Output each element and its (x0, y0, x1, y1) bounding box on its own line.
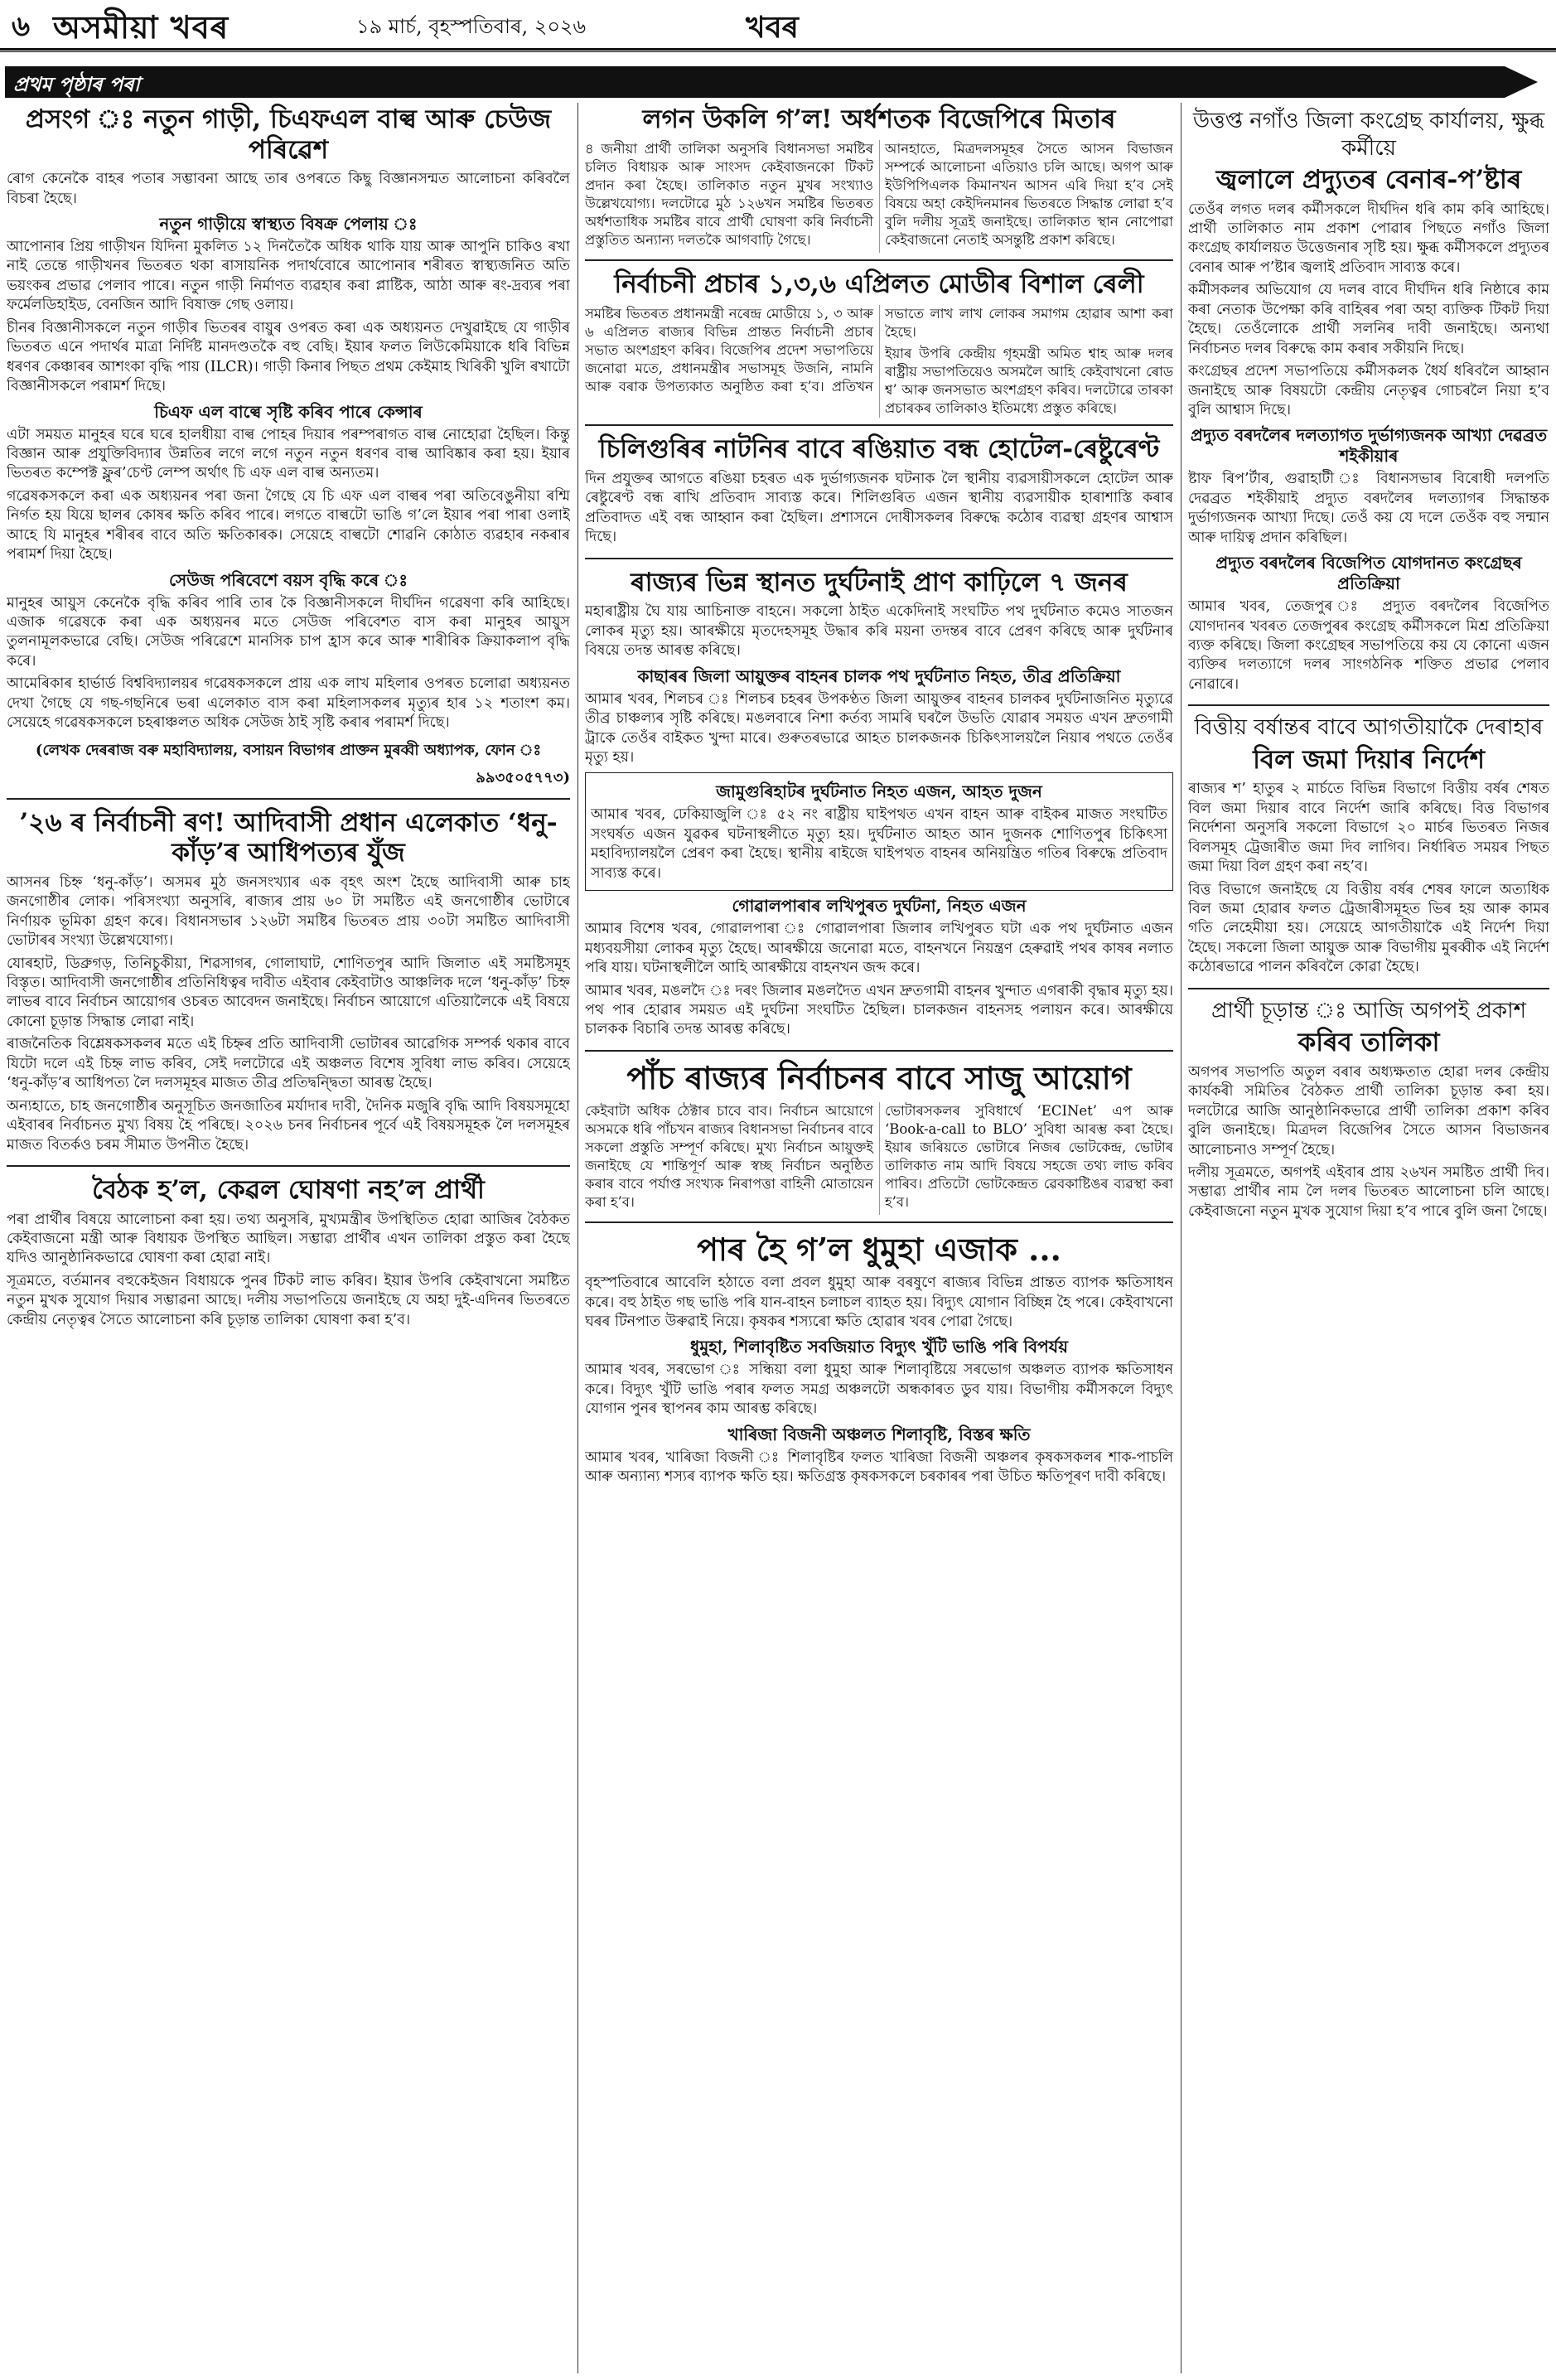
subheading: খাৰিজা বিজনী অঞ্চলত শিলাবৃষ্টি, বিস্তৰ ক্ষতি (727, 1424, 1031, 1444)
article-bill-deadline (1188, 714, 1549, 989)
paragraph: মানুহৰ আয়ুস কেনেকৈ বৃদ্ধি কৰিব পাৰি তাৰ কৈ বিজ্ঞানীসকলে দীৰ্ঘদিন গৱেষণা কৰি আহিছে। এজাক গৱেষকে কৰা এক অধ্যয়নৰ মতে সেউজ পৰিবেশত বাস কৰা মানুহৰ আয়ুস তুলনামূলকভাৱে বেছি। সেউজ পৰিৱেশে মানসিক চাপ হ্ৰাস কৰে আৰু শাৰীৰিক ক্ৰিয়াকলাপ বৃদ্ধি কৰে। (7, 594, 570, 670)
headline: পাৰ হৈ গ’ল ধুমুহা এজাক ... (697, 1231, 1061, 1269)
article-bjp-list (585, 104, 1173, 261)
paragraph: আমাৰ খবৰ, তেজপুৰ ঃ প্ৰদ্যুত বৰদলৈৰ বিজেপিত যোগদানৰ খবৰত তেজপুৰৰ কংগ্ৰেছ কৰ্মীসকলে মিশ্ৰ প্ৰতিক্ৰিয়া ব্যক্ত কৰিছে। জিলা কংগ্ৰেছৰ সভাপতিয়ে কয় যে কোনো এজন ব্যক্তিৰ দলত্যাগে দলৰ সাংগঠনিক শক্তিত প্ৰভাৱ পেলাব নোৱাৰে। (1188, 598, 1549, 693)
left-column (7, 103, 570, 2373)
subheading: সেউজ পৰিবেশে বয়স বৃদ্ধি কৰে ঃ (168, 569, 408, 590)
paragraph: আমাৰ খবৰ, ঢেকিয়াজুলি ঃ ৫২ নং ৰাষ্ট্ৰীয় ঘাইপথত এখন বাহন আৰু বাইকৰ মাজত সংঘটিত সংঘৰ্ষত এজন যুৱকৰ ঘটনাস্থলীতে মৃত্যু হয়। দুৰ্ঘটনাত আহত আন দুজনক শোণিতপুৰ চিকিৎসা মহাবিদ্যালয়লৈ প্ৰেৰণ কৰা হৈছে। স্থানীয় ৰাইজে ঘাইপথত বাহনৰ অনিয়ন্ত্ৰিত গতিৰ বিৰুদ্ধে প্ৰতিবাদ সাব্যস্ত কৰে। (591, 806, 1167, 882)
paragraph: আমাৰ বিশেষ খবৰ, গোৱালপাৰা ঃ গোৱালপাৰা জিলাৰ লখিপুৰত ঘটা এক পথ দুৰ্ঘটনাত এজন মধ্যবয়সীয়া লোকৰ মৃত্যু হৈছে। আৰক্ষীয়ে জনোৱা মতে, বাহনখনে নিয়ন্ত্ৰণ হেৰুৱাই পথৰ কাষৰ নলাত পৰি যায়। ঘটনাস্থলীলৈ আহি আৰক্ষীয়ে বাহনখন জব্দ কৰে। (585, 921, 1173, 977)
paragraph: পৰা প্ৰাৰ্থীৰ বিষয়ে আলোচনা কৰা হয়। তথ্য অনুসৰি, মুখ্যমন্ত্ৰীৰ উপস্থিতিত হোৱা আজিৰ বৈঠকত কেইবাজনো মন্ত্ৰী আৰু বিধায়ক উপস্থিত আছিল। সম্ভাৱ্য প্ৰাৰ্থীৰ এখন তালিকা প্ৰস্তুত কৰা হৈছে যদিও আনুষ্ঠানিকভাৱে ঘোষণা কৰা হোৱা নাই। (7, 1211, 570, 1267)
band-arrow-icon (1505, 66, 1538, 98)
two-column-body (585, 305, 1173, 418)
paragraph: চীনৰ বিজ্ঞানীসকলে নতুন গাড়ীৰ ভিতৰৰ বায়ুৰ ওপৰত কৰা এক অধ্যয়নত দেখুৱাইছে যে গাড়ীৰ ভিতৰত এনে পদাৰ্থৰ মাত্ৰা নিৰ্দিষ্ট মানদণ্ডতকৈ বহু বেছি। ইয়াৰ ফলত লিউকেমিয়াকে ধৰি বিভিন্ন ধৰণৰ কেঞ্চাৰৰ আশংকা বৃদ্ধি পায় (ILCR)। গাড়ী কিনাৰ পিছত প্ৰথম কেইমাহ খিৰিকী খুলি ৰখাটো বিজ্ঞানীসকলে পৰামৰ্শ দিছে। (7, 319, 570, 395)
paragraph: অগপৰ সভাপতি অতুল বৰাৰ অধ্যক্ষতাত হোৱা দলৰ কেন্দ্ৰীয় কাৰ্যকৰী সমিতিৰ বৈঠকত প্ৰাৰ্থী তালিকা চূড়ান্ত কৰা হয়। দলটোৱে আজি আনুষ্ঠানিকভাৱে প্ৰাৰ্থী তালিকা প্ৰকাশ কৰিব বুলি জনাইছে। মিত্ৰদল বিজেপিৰ সৈতে আসন বিভাজনৰ আলোচনাও সম্পূৰ্ণ হৈছে। (1188, 1063, 1549, 1159)
kicker: বিত্তীয় বৰ্ষান্তৰ বাবে আগতীয়াকৈ দেৰাহাৰ (1194, 715, 1544, 741)
paragraph: আপোনাৰ প্ৰিয় গাড়ীখন যিদিনা মুকলিত ১২ দিনতৈকৈ অধিক থাকি যায় আৰু আপুনি চাকিও ৰখা নাই তেন্তে গাড়ীখনৰ ভিতৰত থকা ৰাসায়নিক পদাৰ্থবোৰে আপোনাৰ শৰীৰত স্বাস্থ্যজনিত অতি ভয়ংকৰ প্ৰভাৱ পেলাব পাৰে। নতুন গাড়ী নিৰ্মাণত ব্যৱহাৰ কৰা প্লাষ্টিক, আঠা আৰু ৰং-দ্ৰব্যৰ পৰা ফৰ্মেলডিহাইড, বেনজিন আদি বিষাক্ত গেছ ওলায়। (7, 239, 570, 314)
subheading: কাছাৰৰ জিলা আয়ুক্তৰ বাহনৰ চালক পথ দুৰ্ঘটনাত নিহত, তীব্ৰ প্ৰতিক্ৰিয়া (637, 665, 1121, 686)
subheading: গোৱালপাৰাৰ লখিপুৰত দুৰ্ঘটনা, নিহত এজন (732, 896, 1027, 917)
section-name: খবৰ (746, 10, 799, 45)
issue-date: ১৯ মাৰ্চ, বৃহস্পতিবাৰ, ২০২৬ (356, 15, 587, 38)
paragraph: গৱেষকসকলে কৰা এক অধ্যয়নৰ পৰা জনা গৈছে যে চি এফ এল বাল্বৰ পৰা অতিবেঙুনীয়া ৰশ্মি নিৰ্গত হয় যিয়ে ছালৰ কোষৰ ক্ষতি কৰিব পাৰে। লগতে বাল্বটো ভাঙি গ’লে ইয়াৰ পৰা পাৰা ওলাই আহে যি মানুহৰ শৰীৰৰ বাবে অতি ক্ষতিকাৰক। সেয়েহে বাল্বটো শোৱনি কোঠাত ব্যৱহাৰ নকৰাৰ পৰামৰ্শ দিয়া হৈছে। (7, 487, 570, 564)
author-line: (লেখক দেৰৰাজ বৰু মহাবিদ্যালয়, বসায়ন বিভাগৰ প্ৰাক্তন মুৰব্বী অধ্যাপক, ফোন ঃ (35, 741, 542, 759)
paragraph: আমাৰ খবৰ, শিলচৰ ঃ শিলচৰ চহৰৰ উপকণ্ঠত জিলা আয়ুক্তৰ বাহনৰ চালকৰ দুৰ্ঘটনাজনিত মৃত্যুৱে তীব্ৰ চাঞ্চল্যৰ সৃষ্টি কৰিছে। মঙলবাৰে নিশা কৰ্তব্য সামৰি ঘৰলৈ উভতি যোৱাৰ সময়ত এখন দ্ৰুতগামী ট্ৰাকে তেওঁৰ বাইকত খুন্দা মাৰে। গুৰুতৰভাৱে আহত চালকজনক চিকিৎসালয়লৈ নিয়াৰ পথতে তেওঁৰ মৃত্যু হয়। (585, 690, 1173, 766)
paragraph: বিত্ত বিভাগে জনাইছে যে বিত্তীয় বৰ্ষৰ শেষৰ ফালে অত্যধিক বিল জমা হোৱাৰ ফলত ট্ৰেজাৰীসমূহত ভিৰ হয় আৰু কামৰ গতি লেহেমীয়া হয়। সেয়েহে আগতীয়াকৈ এই নিৰ্দেশ দিয়া হৈছে। সকলো জিলা আয়ুক্ত আৰু বিভাগীয় মুৰব্বীক এই নিৰ্দেশ কঠোৰভাৱে পালন কৰিবলৈ কোৱা হৈছে। (1188, 881, 1549, 976)
paper-name: অসমীয়া খবৰ (53, 8, 230, 46)
two-column-body (585, 140, 1173, 254)
article-nagaon-congress (1188, 108, 1549, 706)
kicker: প্ৰাৰ্থী চূড়ান্ত ঃ আজি অগপই প্ৰকাশ (1210, 998, 1527, 1023)
masthead (0, 0, 1556, 51)
paragraph: আমাৰ খবৰ, মঙলদৈ ঃ দৰং জিলাৰ মঙলদৈত এখন দ্ৰুতগামী বাহনৰ খুন্দাত এগৰাকী বৃদ্ধাৰ মৃত্যু হয়। পথ পাৰ হোৱাৰ সময়ত এই দুৰ্ঘটনা সংঘটিত হৈছিল। চালকজন বাহনসহ পলায়ন কৰে। আৰক্ষীয়ে চালকক বিচাৰি তদন্ত আৰম্ভ কৰিছে। (585, 982, 1173, 1038)
paragraph: আমাৰ খবৰ, খাৰিজা বিজনী ঃ শিলাবৃষ্টিৰ ফলত খাৰিজা বিজনী অঞ্চলৰ কৃষকসকলৰ শাক-পাচলি আৰু অন্যান্য শস্যৰ ব্যাপক ক্ষতি হয়। ক্ষতিগ্ৰস্ত কৃষকসকলে চৰকাৰৰ পৰা উচিত ক্ষতিপূৰণ দাবী কৰিছে। (585, 1449, 1173, 1486)
article-accidents (585, 568, 1173, 1052)
paragraph: ৰোগ কেনেকৈ বাহৰ পতাৰ সম্ভাবনা আছে তাৰ ওপৰতে কিছু বিজ্ঞানসন্মত আলোচনা কৰিবলৈ বিচৰা হৈছে। (7, 171, 570, 207)
paragraph: আমেৰিকাৰ হাৰ্ভাৰ্ড বিশ্ববিদ্যালয়ৰ গৱেষকসকলে প্ৰায় এক লাখ মহিলাৰ ওপৰত চলোৱা অধ্যয়নত দেখা গৈছে যে গছ-গছনিৰে ভৰা এলেকাত বাস কৰা মহিলাসকলৰ মৃত্যুৰ হাৰ ১২ শতাংশ কম। সেয়েহে গৱেষকসকলে চহৰাঞ্চলত অধিক সেউজ ঠাই সৃষ্টি কৰাৰ পৰামৰ্শ দিছে। (7, 675, 570, 732)
paragraph: সূত্ৰমতে, বৰ্তমানৰ বহুকেইজন বিধায়কে পুনৰ টিকট লাভ কৰিব। ইয়াৰ উপৰি কেইবাখনো সমষ্টিত নতুন মুখক সুযোগ দিয়াৰ সম্ভাৱনা আছে। দলীয় সভাপতিয়ে জনাইছে যে অহা দুই-এদিনৰ ভিতৰতে কেন্দ্ৰীয় নেতৃত্বৰ সৈতে আলোচনা কৰি চূড়ান্ত তালিকা ঘোষণা কৰা হ’ব। (7, 1272, 570, 1328)
two-column-body (585, 1102, 1173, 1216)
kicker: উত্তপ্ত নগাঁও জিলা কংগ্ৰেছ কাৰ্যালয়, ক্ষুব্ধ কৰ্মীয়ে (1192, 109, 1545, 161)
author-phone: ৯৯৩৫০৫৭৭৩) (476, 768, 570, 786)
article-modi-rally (585, 269, 1173, 426)
paragraph: কেইবাটা অধিক ঠেক্টাৰ চাবে বাব। নিৰ্বাচন আয়োগে অসমকে ধৰি পাঁচখন ৰাজ্যৰ বিধানসভা নিৰ্বাচনৰ বাবে সকলো প্ৰস্তুতি সম্পূৰ্ণ কৰিছে। মুখ্য নিৰ্বাচন আয়ুক্তই জনাইছে যে শান্তিপূৰ্ণ আৰু স্বচ্ছ নিৰ্বাচন অনুষ্ঠিত কৰাৰ বাবে পৰ্যাপ্ত সংখ্যক নিৰাপত্তা বাহিনী মোতায়েন কৰা হ’ব। (585, 1102, 873, 1211)
middle-column (585, 103, 1173, 2373)
paragraph: দিন প্ৰযুক্তৰ আগতে ৰঙিয়া চহৰত এক দুৰ্ভাগ্যজনক ঘটনাক লৈ স্থানীয় ব্যৱসায়ীসকলে হোটেল আৰু ৰেষ্টুৰেণ্ট বন্ধ ৰাখি প্ৰতিবাদ সাব্যস্ত কৰে। শিলিগুৰিত এজন স্থানীয় ব্যৱসায়ীক হাৰাশাস্তি কৰাৰ প্ৰতিবাদত এই বন্ধ আহ্বান কৰা হৈছিল। প্ৰশাসনে দোষীসকলৰ বিৰুদ্ধে কঠোৰ ব্যৱস্থা গ্ৰহণৰ আশ্বাস দিছে। (585, 471, 1173, 546)
headline: কৰিব তালিকা (1297, 1028, 1440, 1058)
subheading: চিএফ এল বাল্বে সৃষ্টি কৰিব পাৰে কেন্সাৰ (154, 401, 423, 422)
article-storm (585, 1231, 1173, 1497)
subheading: জামুগুৰিহাটৰ দুৰ্ঘটনাত নিহত এজন, আহত দুজন (716, 781, 1042, 802)
article-election-commission (585, 1060, 1173, 1223)
paragraph: ইয়াৰ উপৰি কেন্দ্ৰীয় গৃহমন্ত্ৰী অমিত শ্বাহ আৰু দলৰ ৰাষ্ট্ৰীয় সভাপতিয়েও অসমলৈ আহি কেইবাখনো ৰোড শ্ব’ আৰু জনসভাত অংশগ্ৰহণ কৰিব। দলটোৱে তাৰকা প্ৰচাৰকৰ তালিকাও ইতিমধ্যে প্ৰস্তুত কৰিছে। (885, 346, 1173, 417)
paragraph: অন্যহাতে, চাহ জনগোষ্ঠীৰ অনুসূচিত জনজাতিৰ মৰ্যাদাৰ দাবী, দৈনিক মজুৰি বৃদ্ধি আদি বিষয়সমূহো এইবাৰৰ নিৰ্বাচনত মুখ্য বিষয় হৈ পৰিছে। ২০২৬ চনৰ নিৰ্বাচনৰ পূৰ্বে এই বিষয়সমূহক লৈ দলসমূহৰ মাজত বিতৰ্কও চৰম সীমাত উপনীত হৈছে। (7, 1097, 570, 1154)
paragraph: বৃহস্পতিবাৰে আবেলি হঠাতে বলা প্ৰবল ধুমুহা আৰু বৰষুণে ৰাজ্যৰ বিভিন্ন প্ৰান্তত ব্যাপক ক্ষতিসাধন কৰে। বহু ঠাইত গছ ভাঙি পৰি যান-বাহন চলাচল ব্যাহত হয়। বিদ্যুৎ যোগান বিচ্ছিন্ন হৈ পৰে। কেইবাখনো ঘৰৰ টিনপাত উৰুৱাই নিয়ে। কৃষকৰ শস্যৰো ক্ষতি হোৱাৰ খবৰ পোৱা গৈছে। (585, 1275, 1173, 1330)
paragraph: সমষ্টিৰ ভিতৰত প্ৰধানমন্ত্ৰী নৰেন্দ্ৰ মোডীয়ে ১, ৩ আৰু ৬ এপ্ৰিলত ৰাজ্যৰ বিভিন্ন প্ৰান্তত নিৰ্বাচনী প্ৰচাৰ সভাত অংশগ্ৰহণ কৰিব। বিজেপিৰ প্ৰদেশ সভাপতিয়ে জনোৱা মতে, প্ৰধানমন্ত্ৰীৰ সভাসমূহ উজনি, নামনি আৰু বৰাক উপত্যকাত অনুষ্ঠিত কৰা হ’ব। প্ৰতিখন সভাতে লাখ লাখ লোকৰ সমাগম হোৱাৰ আশা কৰা হৈছে। (585, 305, 1173, 395)
headline: ৰাজ্যৰ ভিন্ন স্থানত দুৰ্ঘটনাই প্ৰাণ কাঢ়িলে ৭ জনৰ (631, 567, 1128, 597)
paragraph: মহাৰাষ্ট্ৰীয় ঘৈ যায় আচিনাক্ত বাহনে। সকলো ঠাইত একেদিনাই সংঘটিত পথ দুৰ্ঘটনাত কমেও সাতজন লোকৰ মৃত্যু হয়। আৰক্ষীয়ে মৃতদেহসমূহ উদ্ধাৰ কৰি ময়না তদন্তৰ বাবে প্ৰেৰণ কৰিছে আৰু দুৰ্ঘটনাৰ বিষয়ে তদন্ত আৰম্ভ কৰিছে। (585, 603, 1173, 660)
paragraph: ভোটাৰসকলৰ সুবিধাৰ্থে ‘ECINet’ এপ আৰু ‘Book-a-call to BLO’ সুবিধা আৰম্ভ কৰা হৈছে। ইয়াৰ জৰিয়তে ভোটাৰে নিজৰ ভোটকেন্দ্ৰ, ভোটাৰ তালিকাত নাম আদি বিষয়ে সহজে তথ্য লাভ কৰিব পাৰিব। প্ৰতিটো ভোটকেন্দ্ৰত ৱেবকাষ্টিঙৰ ব্যৱস্থা কৰা হ’ব। (885, 1102, 1173, 1211)
article-agp-list (1188, 998, 1549, 1232)
right-column (1188, 103, 1549, 2373)
headline: নিৰ্বাচনী প্ৰচাৰ ১,৩,৬ এপ্ৰিলত মোডীৰ বিশাল ৰেলী (614, 269, 1144, 300)
headline: বৈঠক হ’ল, কেৱল ঘোষণা নহ’ল প্ৰাৰ্থী (92, 1174, 485, 1205)
boxed-story (585, 772, 1173, 891)
subheading: প্ৰদ্যুত বৰদলৈৰ বিজেপিত যোগদানত কংগ্ৰেছৰ প্ৰতিক্ৰিয়া (1215, 553, 1522, 594)
headline: পাঁচ ৰাজ্যৰ নিৰ্বাচনৰ বাবে সাজু আয়োগ (626, 1058, 1132, 1096)
paragraph: আসনৰ চিহ্ন ‘ধনু-কাঁড়’। অসমৰ মুঠ জনসংখ্যাৰ এক বৃহৎ অংশ হৈছে আদিবাসী আৰু চাহ জনগোষ্ঠীৰ লোক। পৰিসংখ্যা অনুসৰি, ৰাজ্যৰ প্ৰায় ৬০ টা সমষ্টিত এই জনগোষ্ঠীৰ ভোটাৰে নিৰ্ণায়ক ভূমিকা গ্ৰহণ কৰে। বিধানসভাৰ ১২৬টা সমষ্টিৰ ভিতৰত প্ৰায় ৩০টা সমষ্টিত আদিবাসী ভোটাৰৰ সংখ্যা উল্লেখযোগ্য। (7, 873, 570, 950)
headline: চিলিগুৰিৰ নাটনিৰ বাবে ৰঙিয়াত বন্ধ হোটেল-ৰেষ্টুৰেণ্ট (598, 434, 1160, 465)
paragraph: যোৰহাট, ডিব্ৰুগড়, তিনিচুকীয়া, শিৱসাগৰ, গোলাঘাট, শোণিতপুৰ আদি জিলাত এই সমষ্টিসমূহ বিস্তৃত। আদিবাসী জনগোষ্ঠীৰ প্ৰতিনিধিত্বৰ দাবীত এইবাৰ কেইবাটাও আঞ্চলিক দলে ‘ধনু-কাঁড়’ চিহ্ন লাভৰ বাবে নিৰ্বাচন আয়োগৰ ওচৰত আবেদন জনাইছে। নিৰ্বাচন আয়োগে এতিয়ালৈকে এই বিষয়ে কোনো চূড়ান্ত সিদ্ধান্ত লোৱা নাই। (7, 955, 570, 1030)
paragraph: দলীয় সূত্ৰমতে, অগপই এইবাৰ প্ৰায় ২৬খন সমষ্টিত প্ৰাৰ্থী দিব। সম্ভাৱ্য প্ৰাৰ্থীৰ নাম লৈ দলৰ ভিতৰত আলোচনা চলি আছে। কেইবাজনো নতুন মুখক সুযোগ দিয়া হ’ব পাৰে বুলি জনা গৈছে। (1188, 1164, 1549, 1220)
page-number: ৬ (12, 10, 31, 43)
paragraph: ৪ জনীয়া প্ৰাৰ্থী তালিকা অনুসৰি বিধানসভা সমষ্টিৰ চলিত বিধায়ক আৰু সাংসদ কেইবাজনকো টিকট প্ৰদান কৰা হৈছে। তালিকাত নতুন মুখৰ সংখ্যাও উল্লেখযোগ্য। দলটোৱে মুঠ ১২৬খন সমষ্টিৰ ভিতৰত অৰ্ধশতাধিক সমষ্টিৰ বাবে প্ৰাৰ্থী ঘোষণা কৰি নিৰ্বাচনী প্ৰস্তুতিত অন্যান্য দলতকৈ আগবাঢ়ি গৈছে। (585, 140, 873, 249)
article-meeting-candidates (7, 1175, 570, 1340)
article-dhanu-kaar (7, 808, 570, 1167)
subheading: ধুমুহা, শিলাবৃষ্টিত সবজিয়াত বিদ্যুৎ খুঁটি ভাঙি পৰি বিপৰ্যয় (690, 1337, 1068, 1357)
continued-label: প্ৰথম পৃষ্ঠাৰ পৰা (13, 72, 140, 96)
headline: লগন উকলি গ’ল! অৰ্ধশতক বিজেপিৰে মিতাৰ (642, 104, 1116, 134)
headline: বিল জমা দিয়াৰ নিৰ্দেশ (1253, 744, 1485, 775)
paragraph: কংগ্ৰেছৰ প্ৰদেশ সভাপতিয়ে কৰ্মীসকলক ধৈৰ্য ধৰিবলৈ আহ্বান জনাইছে আৰু বিষয়টো কেন্দ্ৰীয় নেতৃত্বৰ গোচৰলৈ নিয়া হ’ব বুলি আশ্বাস দিছে। (1188, 363, 1549, 418)
paragraph: ৰাজ্যৰ শ’ হাতুৰ ২ মাৰ্চতে বিভিন্ন বিভাগে বিত্তীয় বৰ্ষৰ শেষত বিল জমা দিয়াৰ বাবে নিৰ্দেশ জাৰি কৰিছে। বিত্ত বিভাগৰ নিৰ্দেশনা অনুসৰি সকলো বিভাগে ২০ মাৰ্চৰ ভিতৰত নিজৰ বিলসমূহ ট্ৰেজাৰীত জমা দিব লাগিব। নিৰ্ধাৰিত সময়ৰ পিছত জমা দিয়া বিল গ্ৰহণ কৰা নহ’ব। (1188, 781, 1549, 876)
headline: ’২৬ ৰ নিৰ্বাচনী ৰণ! আদিবাসী প্ৰধান এলেকাত ‘ধনু-কাঁড়’ৰ আধিপত্যৰ যুঁজ (19, 807, 558, 868)
subheading: নতুন গাড়ীয়ে স্বাস্থ্যত বিষক্ৰ পেলায় ঃ (159, 214, 418, 235)
article-rangia-bandh (585, 434, 1173, 559)
subheading: প্ৰদ্যুত বৰদলৈৰ দলত্যাগত দুৰ্ভাগ্যজনক আখ্যা দেৱব্ৰত শইকীয়াৰ (1190, 425, 1548, 467)
paragraph: কৰ্মীসকলৰ অভিযোগ যে দলৰ বাবে দীৰ্ঘদিন ধৰি নিষ্ঠাৰে কাম কৰা নেতাক উপেক্ষা কৰি বাহিৰৰ পৰা অহা ব্যক্তিক টিকট দিয়া হৈছে। তেওঁলোকে প্ৰাৰ্থী সলনিৰ দাবী জনাইছে। অন্যথা নিৰ্বাচনত দলৰ বিৰুদ্ধে কাম কৰাৰ সকীয়নি দিছে। (1188, 282, 1549, 357)
paragraph: ষ্টাফ ৰিপ’ৰ্টাৰ, গুৱাহাটী ঃ বিধানসভাৰ বিৰোধী দলপতি দেৱব্ৰত শইকীয়াই প্ৰদ্যুত বৰদলৈৰ দলত্যাগৰ সিদ্ধান্তক দুৰ্ভাগ্যজনক আখ্যা দিছে। তেওঁ কয় যে দলে তেওঁক বহু সন্মান আৰু দায়িত্ব প্ৰদান কৰিছিল। (1188, 471, 1549, 546)
headline: জ্বলালে প্ৰদ্যুতৰ বেনাৰ-প’ষ্টাৰ (1215, 165, 1522, 195)
paragraph: ৰাজনৈতিক বিশ্লেষকসকলৰ মতে এই চিহ্নৰ প্ৰতি আদিবাসী ভোটাৰৰ আৱেগিক সম্পৰ্ক থকাৰ বাবে যিটো দলে এই চিহ্ন লাভ কৰিব, সেই দলটোৱে এই অঞ্চলত বিশেষ সুবিধা লাভ কৰিব। সেয়েহে ‘ধনু-কাঁড়’ৰ আধিপত্য লৈ দলসমূহৰ মাজত তীব্ৰ প্ৰতিদ্বন্দ্বিতা আৰম্ভ হৈছে। (7, 1036, 570, 1092)
paragraph: আনহাতে, মিত্ৰদলসমূহৰ সৈতে আসন বিভাজন সম্পৰ্কে আলোচনা এতিয়াও চলি আছে। অগপ আৰু ইউপিপিএলক কিমানখন আসন এৰি দিয়া হ’ব সেই বিষয়ে অহা কেইদিনমানৰ ভিতৰতে সিদ্ধান্ত লোৱা হ’ব বুলি দলীয় সূত্ৰই জনাইছে। তালিকাত স্থান নোপোৱা কেইবাজনো নেতাই অসন্তুষ্টি প্ৰকাশ কৰিছে। (885, 140, 1173, 249)
paragraph: আমাৰ খবৰ, সৰভোগ ঃ সন্ধিয়া বলা ধুমুহা আৰু শিলাবৃষ্টিয়ে সৰভোগ অঞ্চলত ব্যাপক ক্ষতিসাধন কৰে। বিদ্যুৎ খুঁটি ভাঙি পৰাৰ ফলত সমগ্ৰ অঞ্চলটো অন্ধকাৰত ডুব যায়। বিভাগীয় কৰ্মীসকলে বিদ্যুৎ যোগান পুনৰ স্থাপনৰ কাম আৰম্ভ কৰিছে। (585, 1362, 1173, 1418)
paragraph: এটা সময়ত মানুহৰ ঘৰে ঘৰে হালধীয়া বাল্ব পোহৰ দিয়াৰ পৰম্পৰাগত বাল্ব নোহোৱা হৈছিল। কিন্তু বিজ্ঞান আৰু প্ৰযুক্তিবিদ্যাৰ উন্নতিৰ লগে লগে নতুন নতুন ধৰণৰ বাল্ব আবিষ্কাৰ কৰা হয়। ইয়াৰ ভিতৰত কম্পেক্ট ফ্লুৰ’চেণ্ট লেম্প অৰ্থাৎ চি এফ এল বাল্ব অন্যতম। (7, 426, 570, 482)
masthead-rule (0, 51, 1556, 52)
column-divider (577, 103, 578, 2373)
continued-band (5, 66, 1505, 98)
headline: প্ৰসংগ ঃ নতুন গাড়ী, চিএফএল বাল্ব আৰু চেউজ পৰিৱেশ (25, 104, 552, 165)
article-new-car-cfl (7, 104, 570, 800)
paragraph: তেওঁৰ লগত দলৰ কৰ্মীসকলে দীৰ্ঘদিন ধৰি কাম কৰি আহিছে। প্ৰাৰ্থী তালিকাত নাম প্ৰকাশ পোৱাৰ পিছতে নগাঁও জিলা কংগ্ৰেছ কাৰ্যালয়ত উত্তেজনাৰ সৃষ্টি হয়। ক্ষুব্ধ কৰ্মীসকলে প্ৰদ্যুতৰ বেনাৰ আৰু প’ষ্টাৰ জ্বলাই প্ৰতিবাদ সাব্যস্ত কৰে। (1188, 201, 1549, 276)
